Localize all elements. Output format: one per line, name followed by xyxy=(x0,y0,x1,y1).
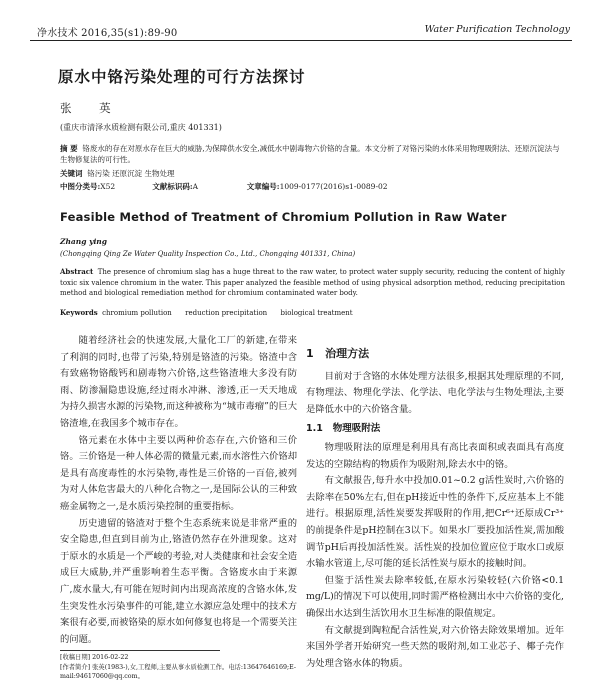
body-paragraph: 铬元素在水体中主要以两种价态存在,六价铬和三价铬。三价铬是一种人体必需的微量元素,而水溶性六价铬却是具有高度毒性的水污染物,毒性是三价铬的一百倍,被列为对人体危害最大的八种化合物之一,是国际公认的三种致癌金属物之一,是水质污染控制的重要指标。 xyxy=(60,434,297,512)
keywords-label-en: Keywords xyxy=(60,308,98,317)
article-number: 文章编号:1009-0177(2016)s1-0089-02 xyxy=(246,182,388,191)
footnote-rule xyxy=(60,650,220,651)
journal-header: 净水技术 2016,35(s1):89-90 xyxy=(37,28,178,39)
author-bio: [作者简介] 张英(1983-),女,工程师,主要从事水质检测工作。电话:13647646169;E-mail:94617060@qq.com。 xyxy=(60,663,296,681)
header-rule xyxy=(30,40,572,41)
article-title-cn: 原水中铬污染处理的可行方法探讨 xyxy=(58,67,306,86)
affiliation-cn: (重庆市清泽水质检测有限公司,重庆 401331) xyxy=(60,123,222,132)
body-paragraph: 但鉴于活性炭去除率较低,在原水污染较轻(六价铬<0.1 mg/L)的情况下可以使用,同时需严格检测出水中六价铬的变化,确保出水达到生活饮用水卫生标准的限值规定。 xyxy=(306,574,564,619)
keywords-text-cn: 铬污染 还原沉淀 生物处理 xyxy=(87,169,175,178)
body-paragraph: 有文献提到陶粒配合活性炭,对六价铬去除效果增加。近年来国外学者开始研究一些天然的吸附剂,如工业芯子、椰子壳作为处理含铬水体的物质。 xyxy=(306,624,564,669)
abstract-en xyxy=(60,267,565,299)
author-en: Zhang ying xyxy=(60,237,107,246)
abstract-label-en: Abstract xyxy=(60,267,94,276)
footnote xyxy=(60,653,297,682)
body-paragraph: 目前对于含铬的水体处理方法很多,根据其处理原理的不同,有物理法、物理化学法、化学法、电化学法与生物处理法,主要是降低水中的六价铬含量。 xyxy=(306,370,564,415)
abstract-text-en: The presence of chromium slag has a huge threat to the raw water, to protect water supply security, reducing the content of highly toxic six valence chromium in the water. This paper analyzed the feasible method of using physical adsorption method, reducing precipitation method and biological remediation method for chromium contaminated water body. xyxy=(60,268,566,297)
document-code: 文献标识码:A xyxy=(152,182,199,191)
left-column xyxy=(60,333,297,648)
classification-row xyxy=(60,181,388,192)
affiliation-en: (Chongqing Qing Ze Water Quality Inspection Co., Ltd., Chongqing 401331, China) xyxy=(60,250,356,258)
author-cn: 张 英 xyxy=(60,101,123,115)
keywords-cn xyxy=(60,168,175,179)
body-paragraph: 随着经济社会的快速发展,大量化工厂的新建,在带来了利润的同时,也带了污染,特别是铬渣的污染。铬渣中含有致癌物铬酸钙和剧毒物六价铬,这些铬渣堆大多没有防雨、防渗漏隐患设施,经过雨水冲淋、渗透,正一天天地成为持久损害水源的污染物,而这种被称为“城市毒瘤”的巨大铬渣堆,在我国多个城市存在。 xyxy=(60,335,297,429)
journal-header-en: Water Purification Technology xyxy=(424,24,570,35)
body-paragraph: 有文献报告,每升水中投加0.01~0.2 g活性炭时,六价铬的去除率在50%左右,但在pH接近中性的条件下,反应基本上不能进行。根据原理,活性炭要发挥吸附的作用,把Cr⁶⁺还原成Cr³⁺的前提条件是pH控制在3以下。如果水厂要投加活性炭,需加酸调节pH后再投加活性炭。活性炭的投加位置应位于取水口或原水输水管道上,尽可能的延长活性炭与原水的接触时间。 xyxy=(306,475,564,570)
keywords-label-cn: 关键词 xyxy=(60,169,83,178)
abstract-cn xyxy=(60,143,564,165)
clc-number: 中图分类号:X52 xyxy=(60,182,116,191)
abstract-label-cn: 摘 要 xyxy=(60,144,78,153)
abstract-text-cn: 铬废水的存在对原水存在巨大的威胁,为保障供水安全,减低水中剧毒物六价铬的含量。本文分析了对铬污染的水体采用物理吸附法、还原沉淀法与生物修复法的可行性。 xyxy=(60,144,560,164)
right-column xyxy=(306,346,564,672)
keywords-text-en: chromium pollution reduction precipitation biological treatment xyxy=(102,309,353,317)
subsection-heading: 1.1 物理吸附法 xyxy=(306,423,381,435)
section-heading: 1 治理方法 xyxy=(306,347,370,360)
article-title-en: Feasible Method of Treatment of Chromium Pollution in Raw Water xyxy=(60,210,507,224)
body-paragraph: 历史遗留的铬渣对于整个生态系统来说是非常严重的安全隐患,但直到目前为止,铬渣仍然存在外泄现象。这对于原水的水质是一个严峻的考验,对人类健康和社会安全造成巨大威胁,并严重影响着生态平衡。含铬废水由于来源广,废水量大,有可能在短时间内出现高浓度的含铬水体,发生突发性水污染事件的可能,建立水源应急处理中的技术方案很有必要,而被铬染的原水如何修复也将是一个需要关注的问题。 xyxy=(60,517,297,645)
received-date: [收稿日期] 2016-02-22 xyxy=(60,654,129,661)
keywords-en xyxy=(60,308,353,317)
body-paragraph: 物理吸附法的原理是利用具有高比表面积或表面具有高度发达的空隙结构的物质作为吸附剂,除去水中的铬。 xyxy=(306,441,564,470)
